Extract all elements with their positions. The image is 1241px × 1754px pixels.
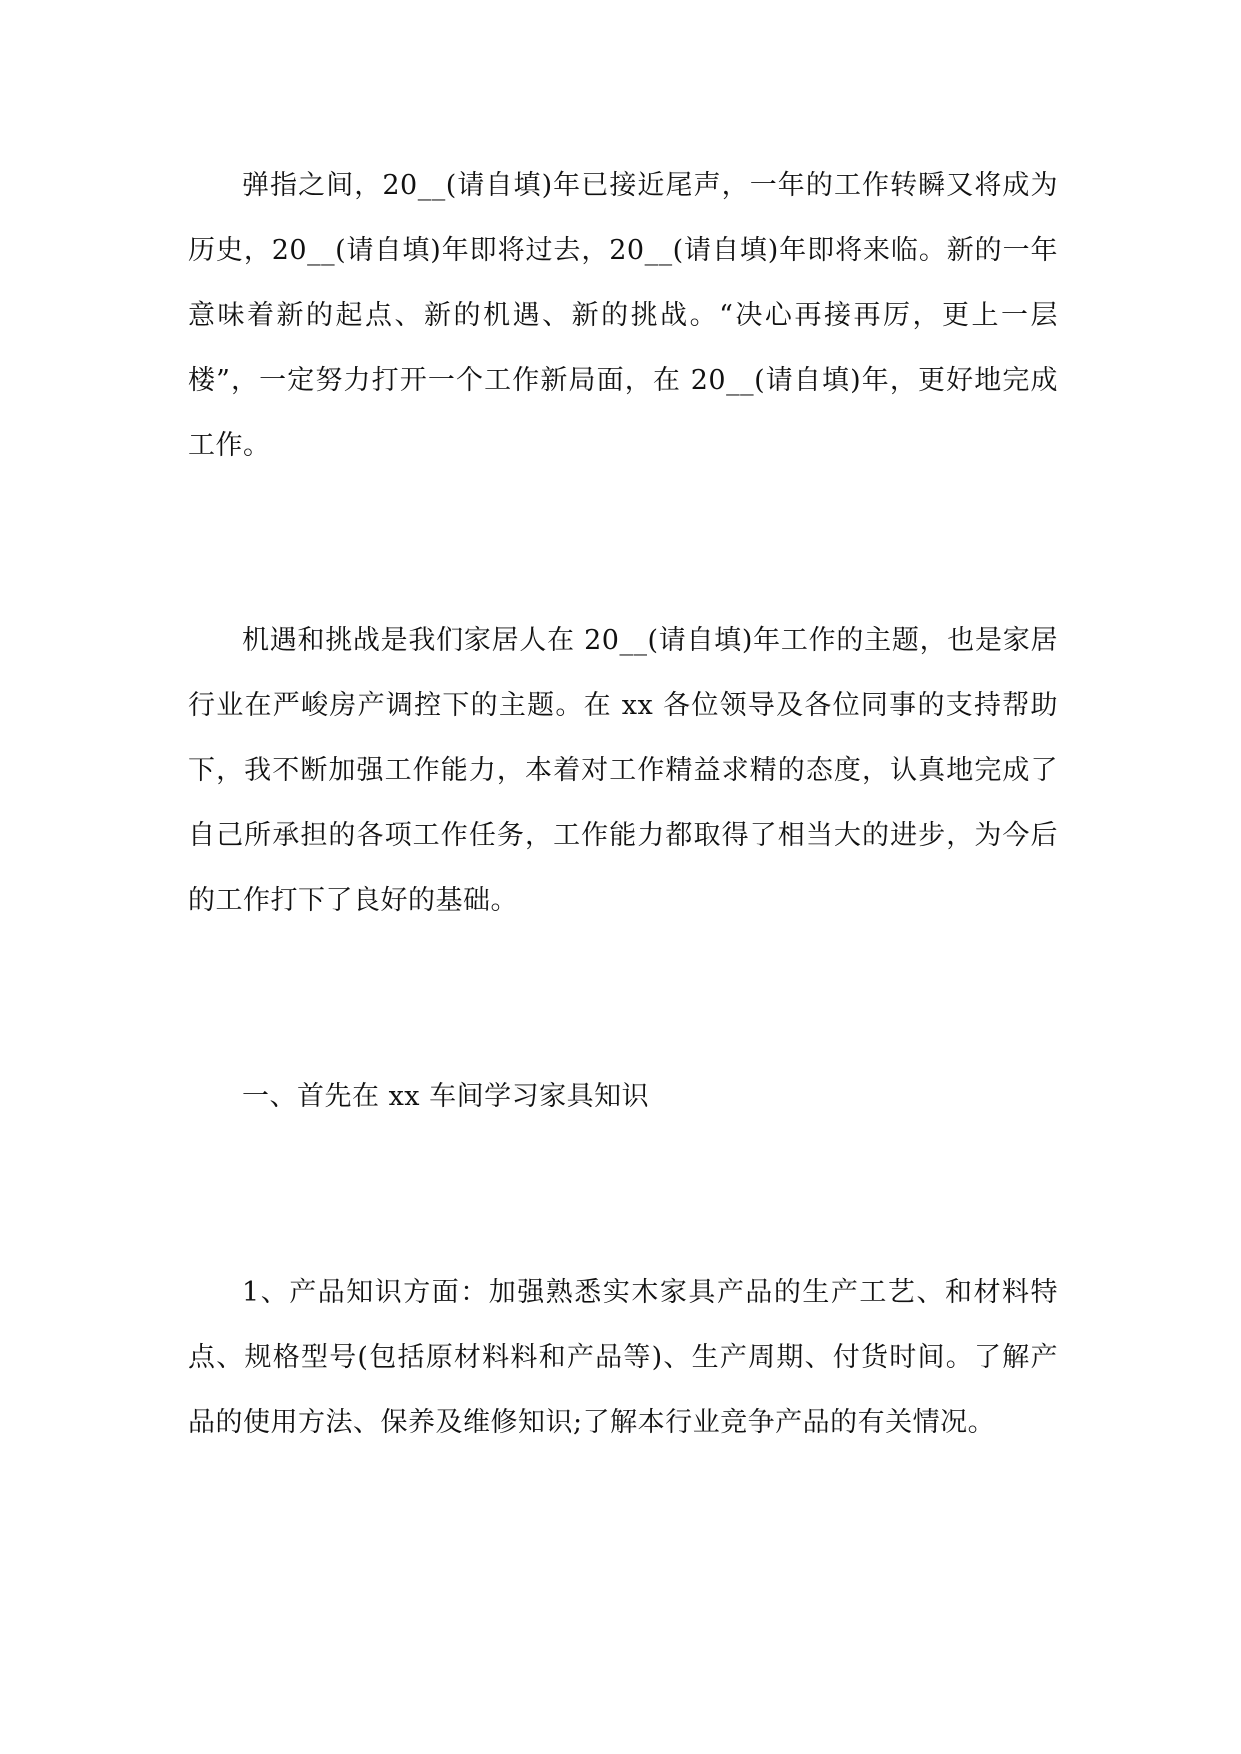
- paragraph-opportunity: 机遇和挑战是我们家居人在 20__(请自填)年工作的主题，也是家居行业在严峻房产调控下的主题。在 xx 各位领导及各位同事的支持帮助下，我不断加强工作能力，本着对工作精益求精的态度，认真地完成了自己所承担的各项工作任务，工作能力都取得了相当大的进步，为今后的工作打下了良好的基础。: [188, 625, 1058, 916]
- section-heading: 一、首先在 xx 车间学习家具知识: [242, 1081, 650, 1112]
- list-item-product-knowledge: 1、产品知识方面：加强熟悉实木家具产品的生产工艺、和材料特点、规格型号(包括原材料料和产品等)、生产周期、付货时间。了解产品的使用方法、保养及维修知识;了解本行业竞争产品的有关情况。: [188, 1277, 1058, 1438]
- paragraph-intro: 弹指之间，20__(请自填)年已接近尾声，一年的工作转瞬又将成为历史，20__(请自填)年即将过去，20__(请自填)年即将来临。新的一年意味着新的起点、新的机遇、新的挑战。“决心再接再厉，更上一层楼”，一定努力打开一个工作新局面，在 20__(请自填)年，更好地完成工作。: [188, 170, 1058, 461]
